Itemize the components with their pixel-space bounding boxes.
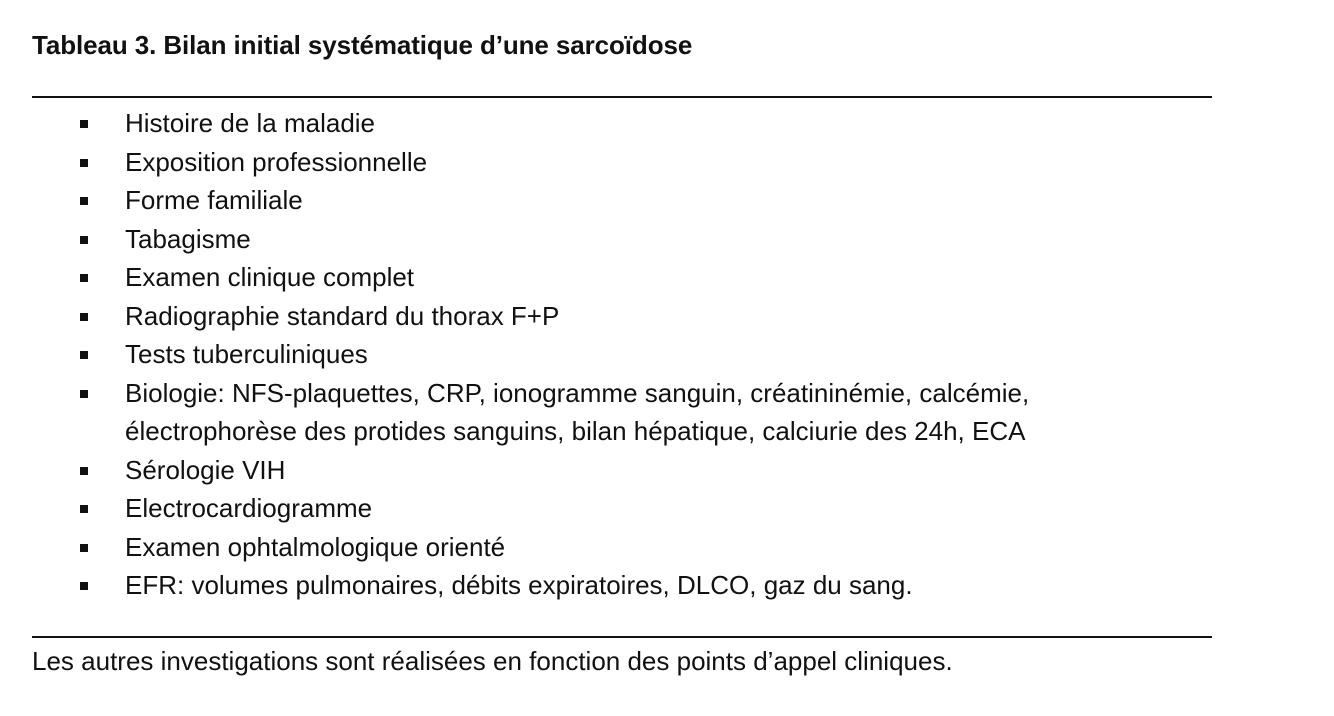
- square-bullet-icon: [80, 505, 88, 513]
- list-item: [0, 181, 1029, 220]
- square-bullet-icon: [80, 274, 88, 282]
- list-item: [0, 258, 1029, 297]
- square-bullet-icon: [80, 351, 88, 359]
- list-item: [0, 489, 1029, 528]
- list-item: [0, 297, 1029, 336]
- list-item: [0, 143, 1029, 182]
- list-item: [0, 528, 1029, 567]
- list-item: [0, 335, 1029, 374]
- square-bullet-icon: [80, 313, 88, 321]
- list-item: [0, 451, 1029, 490]
- top-rule: [32, 96, 1212, 98]
- table-title: Tableau 3. Bilan initial systématique d’une sarcoïdose: [32, 30, 693, 60]
- square-bullet-icon: [80, 582, 88, 590]
- list-item-text: Tests tuberculiniques: [125, 339, 368, 369]
- list-item: [0, 566, 1029, 605]
- square-bullet-icon: [80, 120, 88, 128]
- list-item: [0, 374, 1029, 451]
- square-bullet-icon: [80, 197, 88, 205]
- square-bullet-icon: [80, 236, 88, 244]
- list-item-text: Exposition professionnelle: [125, 146, 428, 177]
- square-bullet-icon: [80, 390, 88, 398]
- list-item-text: Biologie: NFS-plaquettes, CRP, ionogramme sanguin, créatininémie, calcémie,: [125, 377, 1030, 408]
- investigation-list: [0, 104, 1029, 605]
- table-footnote: Les autres investigations sont réalisées en fonction des points d’appel cliniques.: [32, 646, 953, 676]
- list-item-text: Radiographie standard du thorax F+P: [125, 300, 560, 331]
- list-item: [0, 104, 1029, 143]
- list-item-text: Tabagisme: [125, 223, 251, 254]
- list-item-text: Examen ophtalmologique orienté: [125, 531, 506, 562]
- list-item-text: Histoire de la maladie: [125, 108, 376, 138]
- list-item-text: Electrocardiogramme: [125, 493, 373, 523]
- list-item: [0, 220, 1029, 259]
- list-item-continuation: électrophorèse des protides sanguins, bilan hépatique, calciurie des 24h, ECA: [125, 416, 1026, 446]
- square-bullet-icon: [80, 467, 88, 475]
- list-item-text: Sérologie VIH: [125, 454, 286, 485]
- list-item-text: Forme familiale: [125, 185, 303, 215]
- list-item-text: EFR: volumes pulmonaires, débits expiratoires, DLCO, gaz du sang.: [125, 570, 913, 600]
- list-item-text: Examen clinique complet: [125, 262, 415, 292]
- square-bullet-icon: [80, 544, 88, 552]
- square-bullet-icon: [80, 159, 88, 167]
- bottom-rule: [32, 636, 1212, 638]
